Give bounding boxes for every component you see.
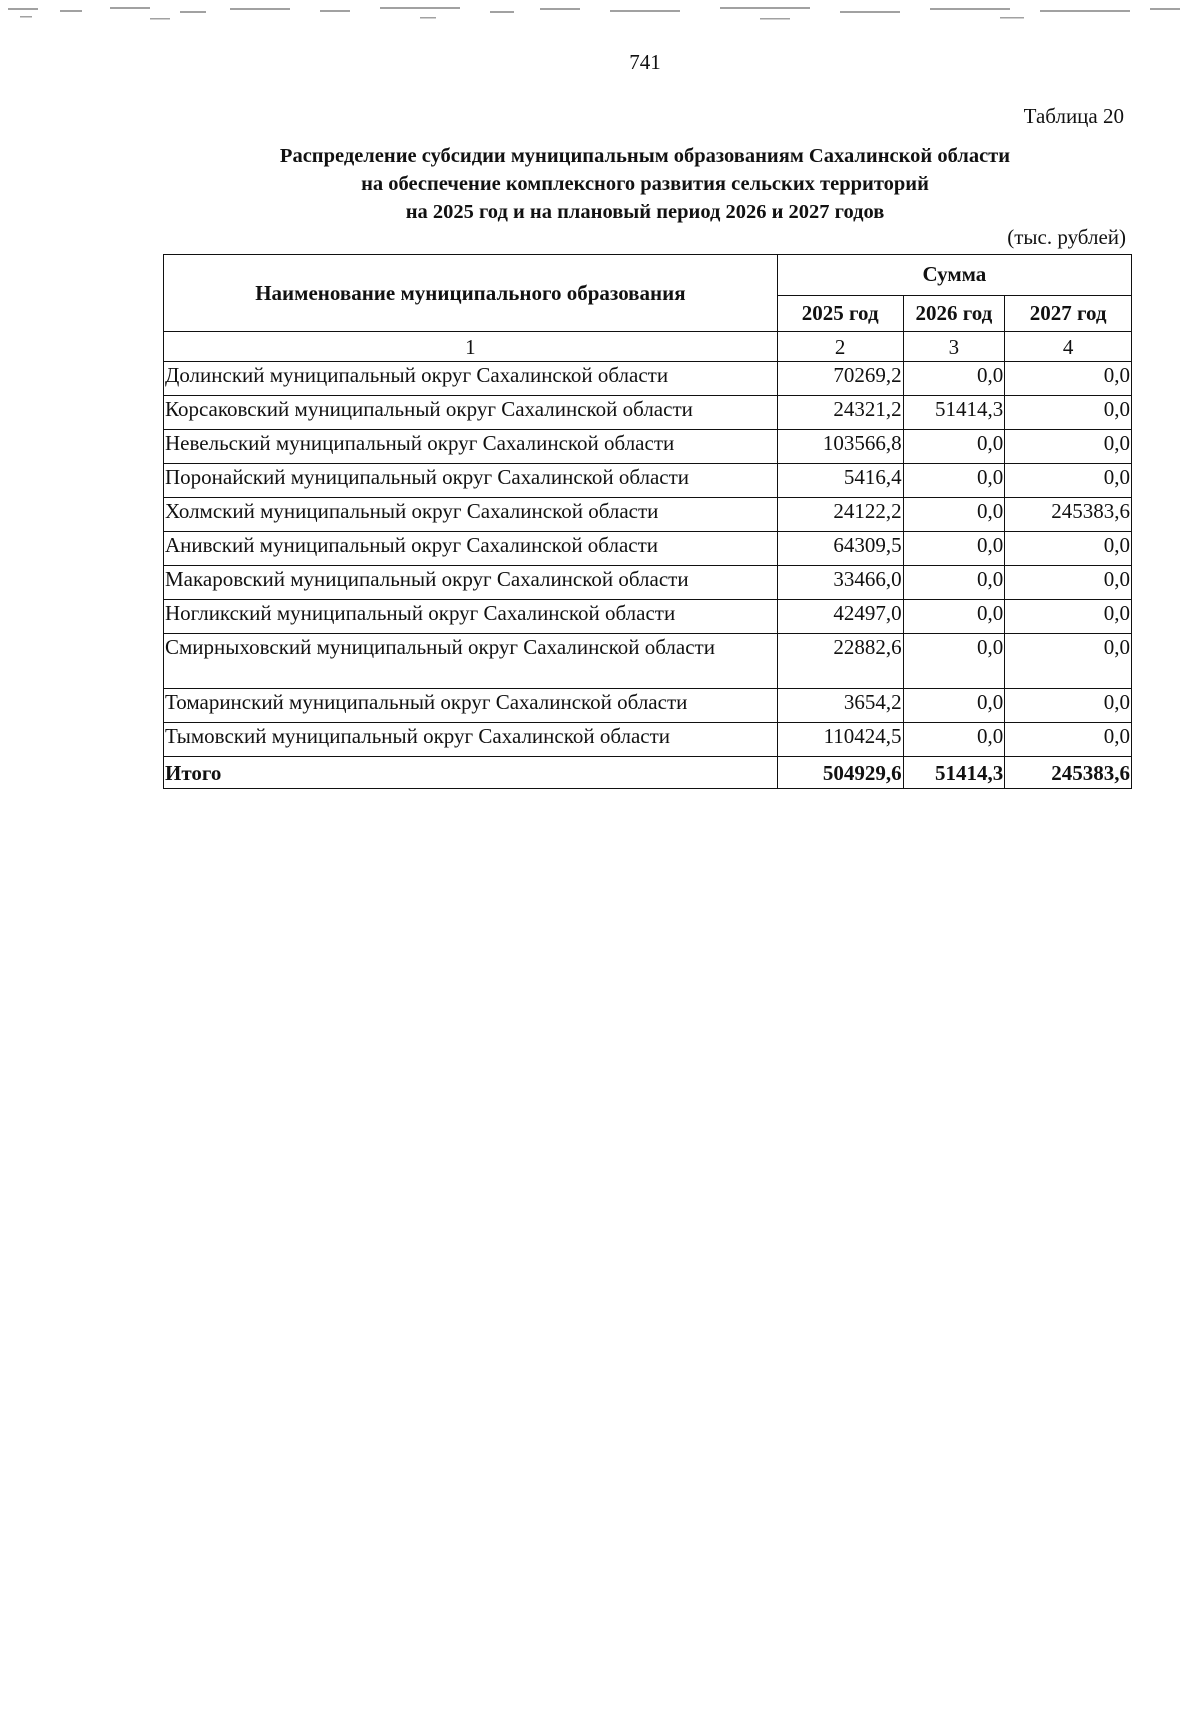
municipality-name: Макаровский муниципальный округ Сахалинской области (164, 566, 778, 600)
amount-2026: 51414,3 (903, 396, 1005, 430)
amount-2027: 0,0 (1005, 464, 1132, 498)
table-row (164, 396, 1132, 430)
total-2025: 504929,6 (777, 757, 903, 789)
table-row (164, 464, 1132, 498)
municipality-name: Томаринский муниципальный округ Сахалинской области (164, 689, 778, 723)
amount-2026: 0,0 (903, 532, 1005, 566)
header-sum: Сумма (777, 255, 1131, 296)
amount-2027: 0,0 (1005, 566, 1132, 600)
amount-2027: 0,0 (1005, 723, 1132, 757)
municipality-name: Долинский муниципальный округ Сахалинской области (164, 362, 778, 396)
header-year-2025: 2025 год (777, 295, 903, 331)
table-row (164, 532, 1132, 566)
column-number: 2 (777, 332, 903, 362)
subsidy-distribution-table (163, 254, 1132, 789)
page-number: 741 (629, 50, 661, 74)
municipality-name: Невельский муниципальный округ Сахалинской области (164, 430, 778, 464)
amount-2027: 245383,6 (1005, 498, 1132, 532)
amount-2025: 33466,0 (777, 566, 903, 600)
document-title (160, 142, 1130, 226)
amount-2026: 0,0 (903, 634, 1005, 689)
municipality-name: Корсаковский муниципальный округ Сахалинской области (164, 396, 778, 430)
amount-2027: 0,0 (1005, 689, 1132, 723)
table-row (164, 430, 1132, 464)
amount-2027: 0,0 (1005, 362, 1132, 396)
amount-2025: 24122,2 (777, 498, 903, 532)
amount-2027: 0,0 (1005, 532, 1132, 566)
municipality-name: Тымовский муниципальный округ Сахалинской области (164, 723, 778, 757)
amount-2025: 42497,0 (777, 600, 903, 634)
table-row (164, 723, 1132, 757)
total-2026: 51414,3 (903, 757, 1005, 789)
total-2027: 245383,6 (1005, 757, 1132, 789)
amount-2026: 0,0 (903, 689, 1005, 723)
amount-2025: 5416,4 (777, 464, 903, 498)
title-line-2: на обеспечение комплексного развития сельских территорий (361, 173, 929, 195)
table-row (164, 689, 1132, 723)
municipality-name: Поронайский муниципальный округ Сахалинской области (164, 464, 778, 498)
title-line-3: на 2025 год и на плановый период 2026 и 2027 годов (405, 201, 885, 223)
amount-2025: 3654,2 (777, 689, 903, 723)
header-year-2026: 2026 год (903, 295, 1005, 331)
total-row (164, 757, 1132, 789)
table-row (164, 566, 1132, 600)
column-number: 1 (164, 332, 778, 362)
title-line-1: Распределение субсидии муниципальным образованиям Сахалинской области (279, 145, 1011, 167)
column-number-row (164, 332, 1132, 362)
amount-2027: 0,0 (1005, 600, 1132, 634)
amount-2025: 64309,5 (777, 532, 903, 566)
scan-noise-strip (0, 0, 1200, 30)
amount-2025: 70269,2 (777, 362, 903, 396)
amount-2026: 0,0 (903, 566, 1005, 600)
table-label: Таблица 20 (1023, 104, 1124, 128)
total-label: Итого (164, 757, 778, 789)
amount-2027: 0,0 (1005, 396, 1132, 430)
municipality-name: Анивский муниципальный округ Сахалинской области (164, 532, 778, 566)
amount-2025: 103566,8 (777, 430, 903, 464)
municipality-name: Холмский муниципальный округ Сахалинской области (164, 498, 778, 532)
amount-2026: 0,0 (903, 600, 1005, 634)
amount-2027: 0,0 (1005, 634, 1132, 689)
table-row (164, 600, 1132, 634)
amount-2025: 110424,5 (777, 723, 903, 757)
amount-2027: 0,0 (1005, 430, 1132, 464)
units-label: (тыс. рублей) (1007, 225, 1126, 249)
amount-2026: 0,0 (903, 464, 1005, 498)
table-row (164, 498, 1132, 532)
amount-2026: 0,0 (903, 723, 1005, 757)
table-row (164, 362, 1132, 396)
amount-2026: 0,0 (903, 498, 1005, 532)
column-number: 3 (903, 332, 1005, 362)
header-year-2027: 2027 год (1005, 295, 1132, 331)
municipality-name: Ногликский муниципальный округ Сахалинской области (164, 600, 778, 634)
header-municipality-name: Наименование муниципального образования (164, 255, 778, 332)
amount-2026: 0,0 (903, 430, 1005, 464)
column-number: 4 (1005, 332, 1132, 362)
table-row (164, 634, 1132, 689)
amount-2026: 0,0 (903, 362, 1005, 396)
municipality-name: Смирныховский муниципальный округ Сахалинской области (164, 634, 778, 689)
amount-2025: 24321,2 (777, 396, 903, 430)
amount-2025: 22882,6 (777, 634, 903, 689)
